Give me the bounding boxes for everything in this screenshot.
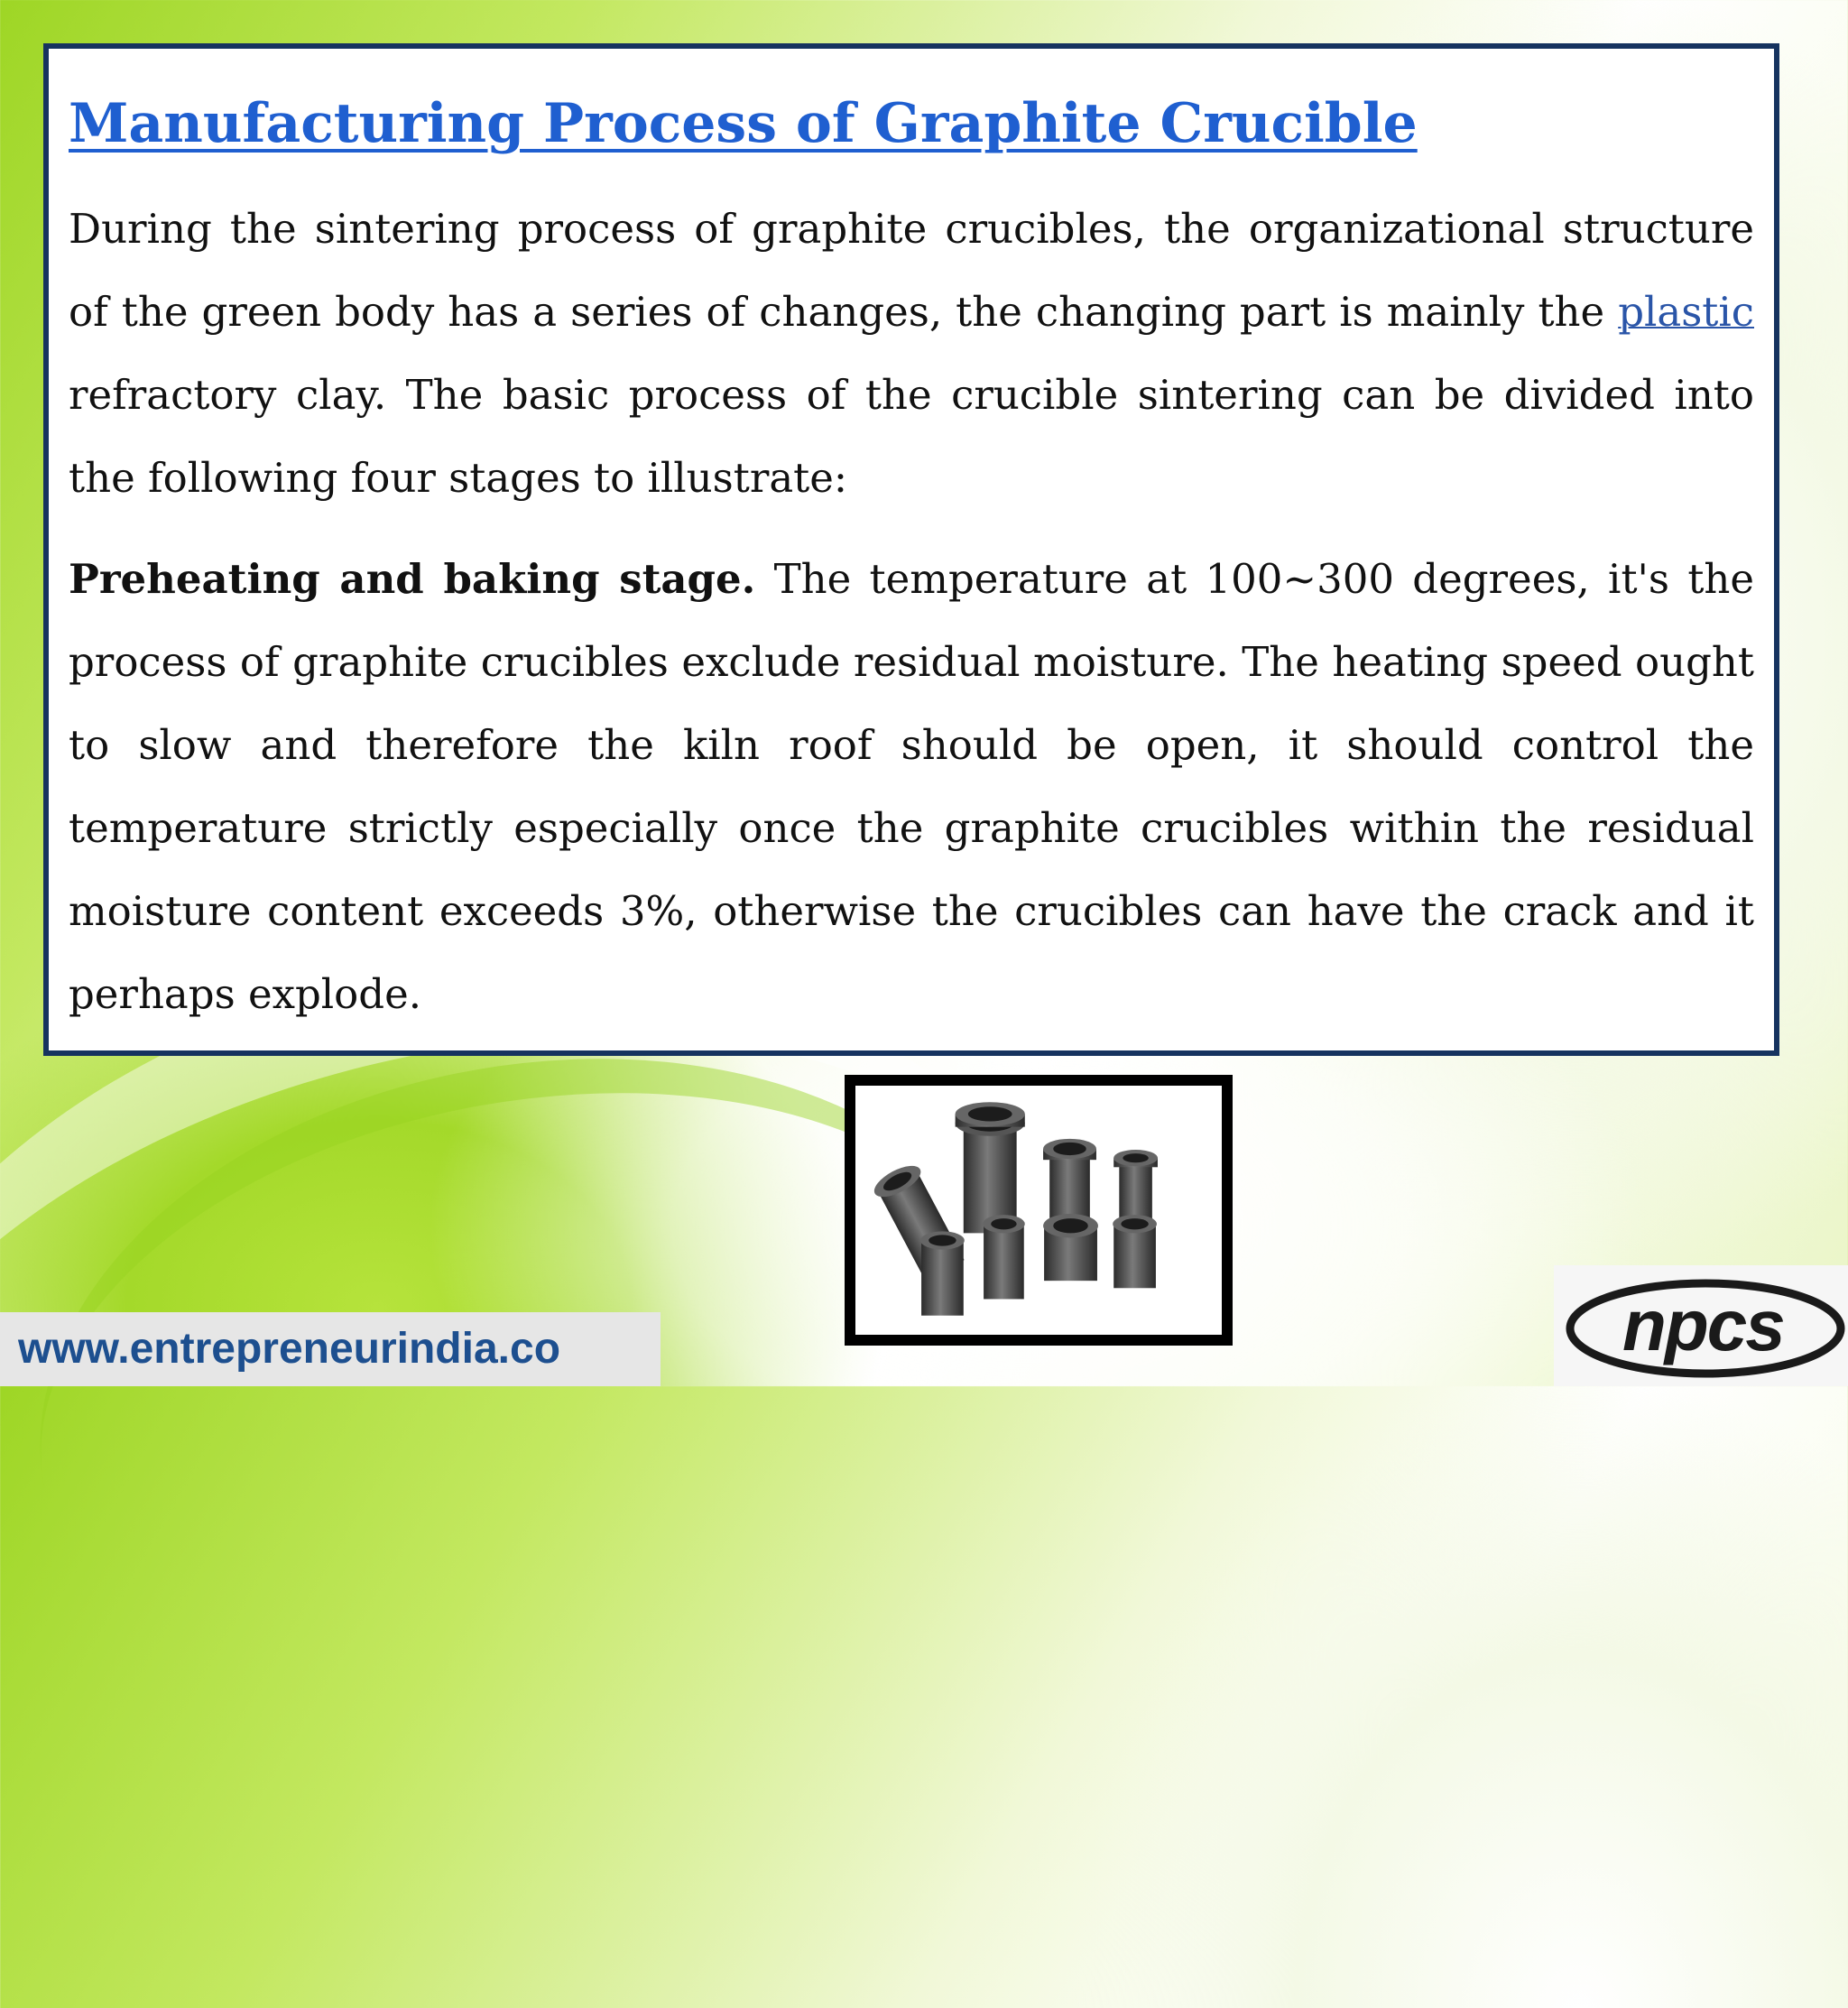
npcs-logo	[1554, 1265, 1848, 1386]
crucible-front-far-right	[1113, 1215, 1157, 1288]
intro-paragraph	[69, 188, 1754, 520]
content-box	[43, 43, 1779, 1056]
logo-text: npcs	[1622, 1285, 1784, 1365]
slide-title: Manufacturing Process of Graphite Crucible	[69, 92, 1418, 155]
crucible-image-frame	[845, 1075, 1233, 1346]
crucible-front-center	[983, 1215, 1025, 1299]
stage-heading: Preheating and baking stage.	[69, 555, 756, 603]
crucible-tall-center	[956, 1102, 1025, 1233]
website-link[interactable]: www.entrepreneurindia.co	[18, 1325, 561, 1373]
stage-paragraph	[69, 538, 1754, 1036]
stage-text: The temperature at 100~300 degrees, it's the process of graphite crucibles exclude residual moisture. The heating speed ought to slow and therefore the kiln roof should be open, it should control the temperature strictly especially once the graphite crucibles within the residual moisture content exceeds 3%, otherwise the crucibles can have the crack and it perhaps explode.	[69, 555, 1755, 1018]
crucible-front-left	[920, 1231, 965, 1315]
crucible-front-right	[1043, 1214, 1098, 1281]
intro-text-start: During the sintering process of graphite crucibles, the organizational structure of the green body has a series of changes, the changing part is mainly the	[69, 205, 1754, 336]
website-bar	[0, 1312, 661, 1386]
intro-text-end: refractory clay. The basic process of the crucible sintering can be divided into the following four stages to illustrate:	[69, 371, 1754, 502]
plastic-link[interactable]: plastic	[1618, 288, 1754, 336]
graphite-crucibles-image	[852, 1082, 1225, 1338]
crucibles-illustration	[855, 1086, 1222, 1335]
